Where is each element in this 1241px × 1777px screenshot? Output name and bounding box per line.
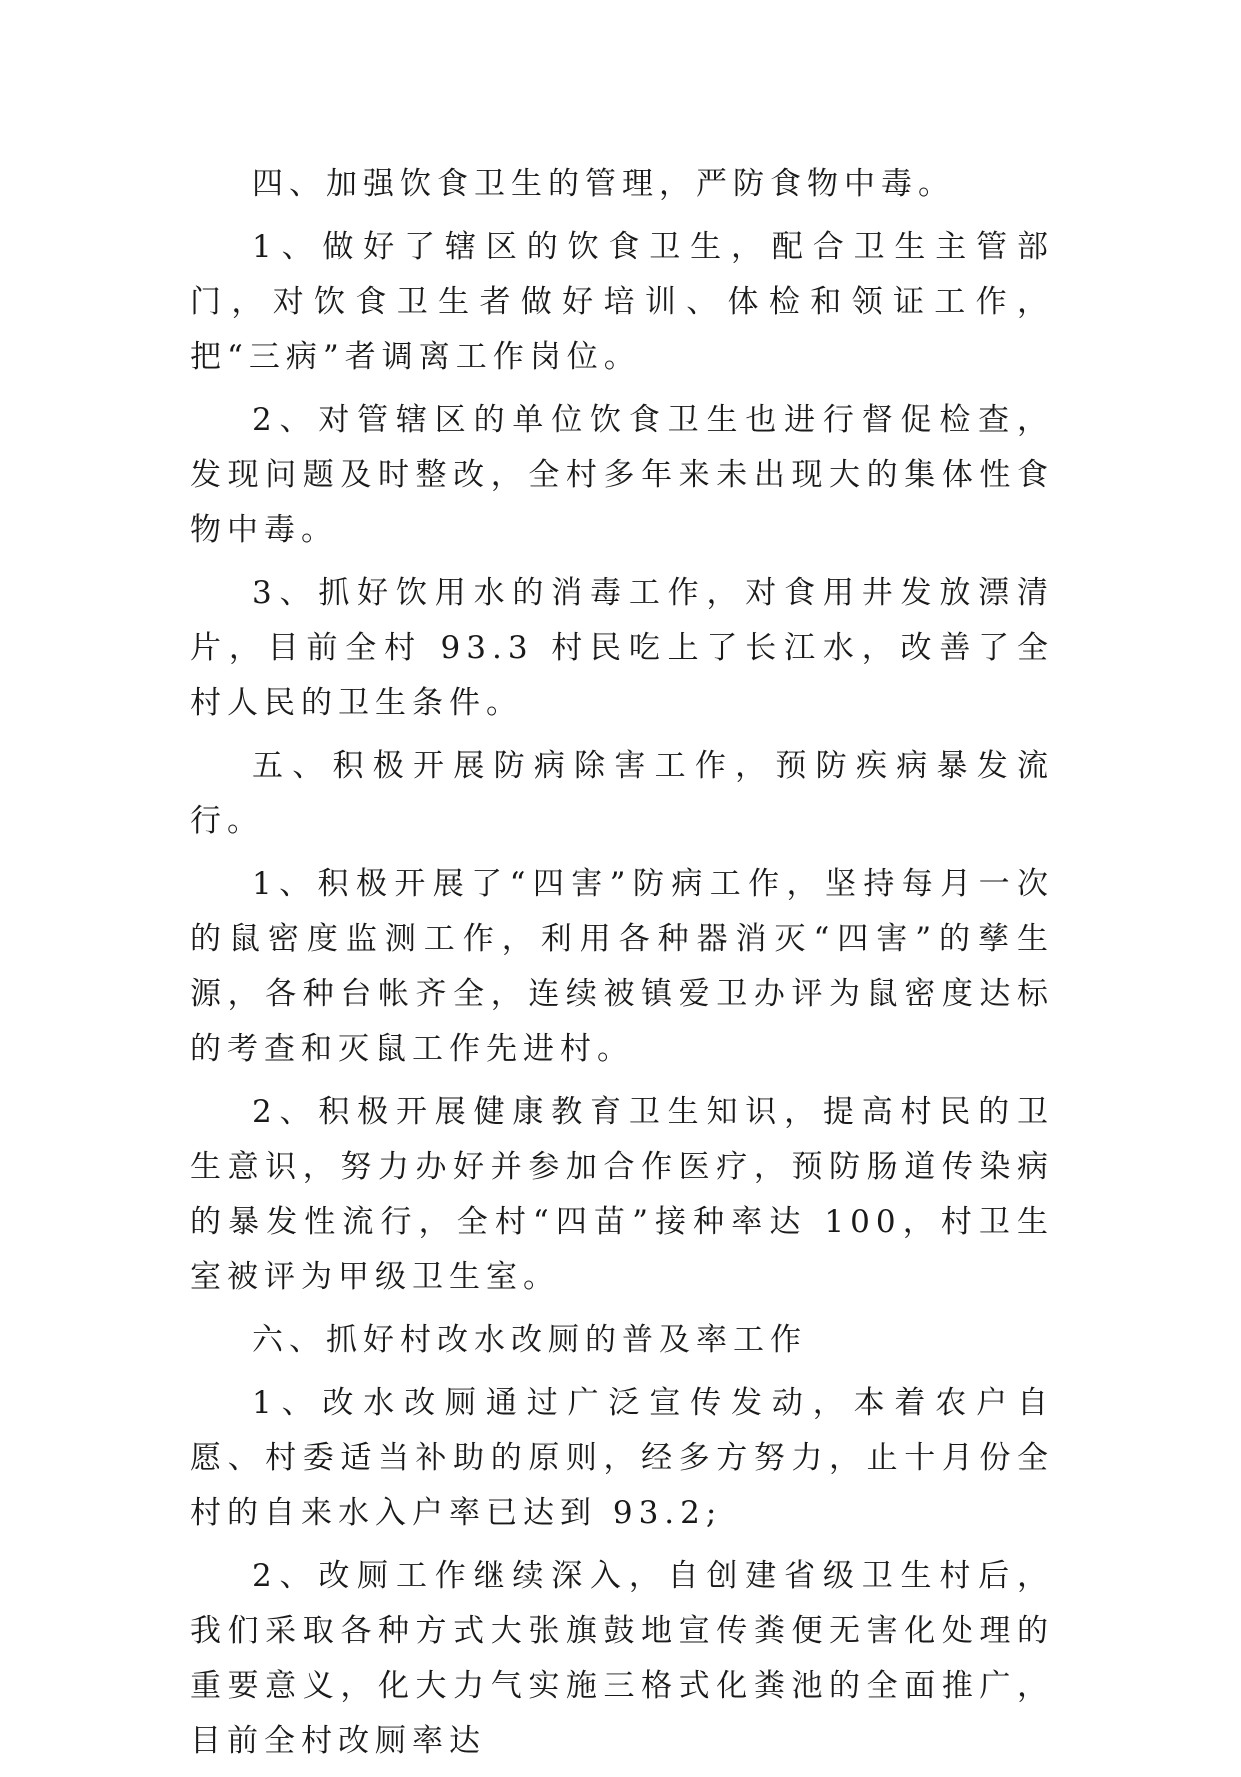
- section-heading-disease-prevention: 五、积极开展防病除害工作，预防疾病暴发流行。: [190, 748, 1054, 839]
- paragraph-water-toilet-2: 2、改厕工作继续深入，自创建省级卫生村后，我们采取各种方式大张旗鼓地宣传粪便无害化处理的重要意义，化大力气实施三格式化粪池的全面推广，目前全村改厕率达: [190, 1558, 1054, 1759]
- paragraph-water-toilet-1: 1、改水改厕通过广泛宣传发动，本着农户自愿、村委适当补助的原则，经多方努力，止十月份全村的自来水入户率已达到 93.2;: [190, 1385, 1054, 1531]
- paragraph-food-hygiene-1: 1、做好了辖区的饮食卫生，配合卫生主管部门，对饮食卫生者做好培训、体检和领证工作，把“三病”者调离工作岗位。: [190, 229, 1054, 375]
- section-heading-food-hygiene: 四、加强饮食卫生的管理，严防食物中毒。: [252, 166, 955, 202]
- paragraph-food-hygiene-3: 3、抓好饮用水的消毒工作，对食用井发放漂清片，目前全村 93.3 村民吃上了长江水，改善了全村人民的卫生条件。: [190, 575, 1054, 721]
- section-heading-water-toilet: 六、抓好村改水改厕的普及率工作: [252, 1322, 807, 1358]
- paragraph-disease-prevention-1: 1、积极开展了“四害”防病工作，坚持每月一次的鼠密度监测工作，利用各种器消灭“四害”的孳生源，各种台帐齐全，连续被镇爱卫办评为鼠密度达标的考查和灭鼠工作先进村。: [190, 866, 1054, 1067]
- paragraph-disease-prevention-2: 2、积极开展健康教育卫生知识，提高村民的卫生意识，努力办好并参加合作医疗，预防肠道传染病的暴发性流行，全村“四苗”接种率达 100，村卫生室被评为甲级卫生室。: [190, 1094, 1054, 1295]
- document-body: [190, 157, 1054, 1777]
- paragraph-food-hygiene-2: 2、对管辖区的单位饮食卫生也进行督促检查，发现问题及时整改，全村多年来未出现大的集体性食物中毒。: [190, 402, 1054, 548]
